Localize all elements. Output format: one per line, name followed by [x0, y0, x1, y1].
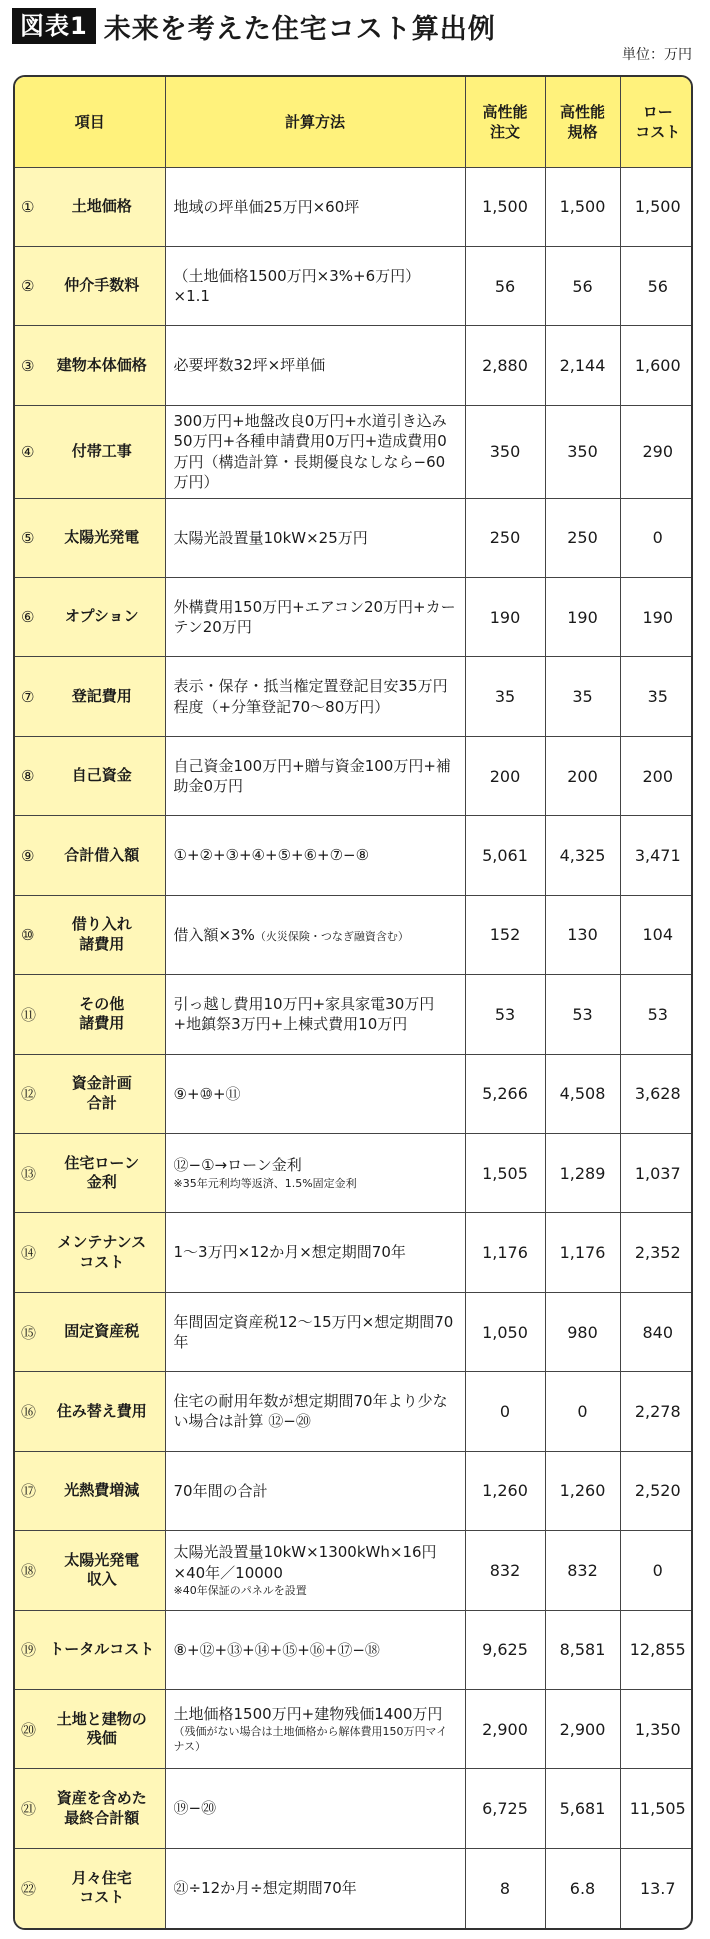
item-cell — [15, 498, 165, 577]
table-row — [15, 1292, 693, 1371]
value-high-perf-standard: 53 — [545, 975, 620, 1054]
item-cell — [15, 1531, 165, 1610]
value-low-cost: 840 — [620, 1292, 693, 1371]
value-low-cost: 11,505 — [620, 1769, 693, 1848]
value-high-perf-custom: 9,625 — [465, 1610, 545, 1689]
value-high-perf-standard: 1,260 — [545, 1451, 620, 1530]
item-name-line1: 仲介手数料 — [64, 276, 140, 295]
table-row — [15, 736, 693, 815]
item-name-line1: 合計借入額 — [64, 845, 140, 864]
item-cell — [15, 1689, 165, 1768]
item-name — [45, 687, 159, 707]
value-low-cost: 2,278 — [620, 1372, 693, 1451]
item-cell — [15, 578, 165, 657]
method-cell — [165, 1610, 465, 1689]
table-row — [15, 578, 693, 657]
method-cell — [165, 1451, 465, 1530]
item-name — [45, 1402, 159, 1422]
item-number: ⑦ — [21, 687, 35, 706]
item-name-line1: 登記費用 — [71, 686, 132, 705]
value-high-perf-custom: 6,725 — [465, 1769, 545, 1848]
value-high-perf-standard: 130 — [545, 895, 620, 974]
item-name-line2: 金利 — [86, 1173, 117, 1192]
value-low-cost: 3,471 — [620, 816, 693, 895]
value-low-cost: 13.7 — [620, 1848, 693, 1928]
item-number: ⑥ — [21, 608, 35, 627]
method-cell — [165, 578, 465, 657]
value-high-perf-standard: 190 — [545, 578, 620, 657]
item-cell — [15, 1451, 165, 1530]
item-cell — [15, 246, 165, 325]
value-high-perf-standard: 832 — [545, 1531, 620, 1610]
method-text: 住宅の耐用年数が想定期間70年より少ない場合は計算 ⑫−⑳ — [173, 1392, 448, 1431]
method-text: ⑨+⑩+⑪ — [173, 1084, 241, 1103]
item-name-line1: その他 — [79, 994, 125, 1013]
item-name-line1: オプション — [64, 607, 139, 626]
item-number: ⑳ — [21, 1720, 37, 1739]
method-note: （残価がない場合は土地価格から解体費用150万円マイナス） — [173, 1724, 448, 1754]
item-name-line1: 資産を含めた — [56, 1789, 147, 1808]
table-row — [15, 326, 693, 405]
item-cell — [15, 975, 165, 1054]
value-high-perf-standard: 1,176 — [545, 1213, 620, 1292]
item-name — [45, 1322, 159, 1342]
item-number: ⑨ — [21, 846, 35, 865]
method-text: 年間固定資産税12〜15万円×想定期間70年 — [173, 1312, 454, 1352]
method-text: ㉑÷12か月÷想定期間70年 — [173, 1879, 357, 1898]
method-text: 外構費用150万円+エアコン20万円+カーテン20万円 — [173, 597, 456, 637]
item-name-line1: 建物本体価格 — [56, 355, 147, 374]
method-text: 表示・保存・抵当権定置登記目安35万円程度（+分筆登記70〜80万円） — [173, 677, 448, 716]
item-name-line1: 光熱費増減 — [64, 1481, 140, 1500]
item-name-line1: 住宅ローン — [64, 1153, 140, 1172]
value-low-cost: 104 — [620, 895, 693, 974]
item-cell — [15, 816, 165, 895]
value-low-cost: 0 — [620, 498, 693, 577]
table-row — [15, 405, 693, 498]
method-text: （土地価格1500万円×3%+6万円）×1.1 — [173, 266, 421, 306]
method-cell — [165, 326, 465, 405]
method-cell — [165, 405, 465, 498]
item-number: ⑤ — [21, 528, 35, 547]
value-high-perf-custom: 1,505 — [465, 1133, 545, 1212]
method-cell — [165, 246, 465, 325]
value-high-perf-custom: 152 — [465, 895, 545, 974]
table-row — [15, 246, 693, 325]
value-high-perf-custom: 0 — [465, 1372, 545, 1451]
table-row — [15, 1213, 693, 1292]
table-row — [15, 1689, 693, 1768]
item-name-line1: 借り入れ — [71, 915, 132, 934]
value-low-cost: 1,600 — [620, 326, 693, 405]
value-high-perf-standard: 350 — [545, 405, 620, 498]
method-cell — [165, 167, 465, 246]
item-cell — [15, 326, 165, 405]
item-number: ⑩ — [21, 925, 35, 944]
value-high-perf-standard: 5,681 — [545, 1769, 620, 1848]
value-high-perf-custom: 5,266 — [465, 1054, 545, 1133]
method-text: 必要坪数32坪×坪単価 — [173, 356, 326, 375]
table-row — [15, 167, 693, 246]
table-row — [15, 1133, 693, 1212]
method-text: ⑲−⑳ — [173, 1799, 217, 1818]
item-number: ⑧ — [21, 767, 35, 786]
value-low-cost: 2,520 — [620, 1451, 693, 1530]
value-high-perf-standard: 4,508 — [545, 1054, 620, 1133]
value-high-perf-standard: 0 — [545, 1372, 620, 1451]
value-low-cost: 200 — [620, 736, 693, 815]
table-row — [15, 1769, 693, 1848]
value-low-cost: 2,352 — [620, 1213, 693, 1292]
item-name — [45, 1789, 159, 1828]
item-name — [45, 1074, 159, 1113]
method-text: 太陽光設置量10kW×25万円 — [173, 528, 368, 547]
value-high-perf-standard: 2,900 — [545, 1689, 620, 1768]
item-cell — [15, 1769, 165, 1848]
header-col2-line2: 規格 — [567, 122, 598, 141]
table-row — [15, 1054, 693, 1133]
method-text: 地域の坪単価25万円×60坪 — [173, 197, 360, 216]
table-body — [15, 167, 693, 1928]
table-row — [15, 816, 693, 895]
header-method: 計算方法 — [165, 77, 465, 167]
header-high-perf-standard — [545, 77, 620, 167]
method-text: 300万円+地盤改良0万円+水道引き込み50万円+各種申請費用0万円+造成費用0万円（構造計算・長期優良なしなら−60万円） — [173, 412, 447, 491]
item-name — [45, 1551, 159, 1590]
table-header-row — [15, 77, 693, 167]
value-low-cost: 1,037 — [620, 1133, 693, 1212]
value-high-perf-standard: 2,144 — [545, 326, 620, 405]
value-high-perf-custom: 5,061 — [465, 816, 545, 895]
item-name — [45, 915, 159, 954]
method-note: ※35年元利均等返済、1.5%固定金利 — [173, 1176, 357, 1190]
method-cell — [165, 1133, 465, 1212]
item-name — [45, 846, 159, 866]
value-low-cost: 12,855 — [620, 1610, 693, 1689]
value-low-cost: 53 — [620, 975, 693, 1054]
item-cell — [15, 167, 165, 246]
value-low-cost: 1,350 — [620, 1689, 693, 1768]
method-cell — [165, 975, 465, 1054]
table-row — [15, 498, 693, 577]
item-number: ⑫ — [21, 1085, 37, 1104]
item-name-line2: 最終合計額 — [64, 1808, 140, 1827]
header-col1-line2: 注文 — [489, 122, 520, 141]
item-number: ③ — [21, 356, 35, 375]
item-number: ② — [21, 277, 35, 296]
method-cell — [165, 498, 465, 577]
item-cell — [15, 405, 165, 498]
item-name — [45, 1869, 159, 1908]
item-name — [45, 1233, 159, 1272]
value-high-perf-standard: 6.8 — [545, 1848, 620, 1928]
method-text: 太陽光設置量10kW×1300kWh×16円×40年／10000 — [173, 1543, 437, 1582]
table-row — [15, 1531, 693, 1610]
item-number: ④ — [21, 442, 35, 461]
value-high-perf-standard: 1,289 — [545, 1133, 620, 1212]
method-cell — [165, 1848, 465, 1928]
item-cell — [15, 1372, 165, 1451]
value-high-perf-custom: 56 — [465, 246, 545, 325]
value-high-perf-custom: 350 — [465, 405, 545, 498]
item-cell — [15, 1848, 165, 1928]
value-low-cost: 56 — [620, 246, 693, 325]
item-name-line1: 太陽光発電 — [64, 1550, 140, 1569]
method-text: ①+②+③+④+⑤+⑥+⑦−⑧ — [173, 846, 370, 865]
value-high-perf-custom: 1,050 — [465, 1292, 545, 1371]
item-cell — [15, 1213, 165, 1292]
method-text: 土地価格1500万円+建物残価1400万円 — [173, 1704, 443, 1723]
header-col1-line1: 高性能 — [482, 102, 528, 121]
value-high-perf-standard: 35 — [545, 657, 620, 736]
figure-badge: 図表1 — [12, 8, 96, 44]
value-high-perf-custom: 250 — [465, 498, 545, 577]
unit-label: 単位：万円 — [622, 47, 692, 63]
item-number: ㉒ — [21, 1879, 37, 1898]
header-high-perf-custom — [465, 77, 545, 167]
item-name — [45, 1154, 159, 1193]
method-inline-note: （火災保険・つなぎ融資含む） — [254, 929, 409, 943]
item-name — [45, 356, 159, 376]
method-cell — [165, 1292, 465, 1371]
item-cell — [15, 1133, 165, 1212]
value-low-cost: 290 — [620, 405, 693, 498]
item-cell — [15, 736, 165, 815]
value-high-perf-custom: 1,176 — [465, 1213, 545, 1292]
method-text: 借入額×3% — [173, 925, 255, 944]
item-name-line1: トータルコスト — [49, 1639, 155, 1658]
item-name-line1: メンテナンス — [57, 1233, 147, 1252]
item-name-line1: 月々住宅 — [71, 1868, 132, 1887]
item-name-line2: 諸費用 — [79, 934, 125, 953]
table-row — [15, 657, 693, 736]
item-name-line1: 資金計画 — [71, 1074, 132, 1093]
method-cell — [165, 1769, 465, 1848]
value-low-cost: 190 — [620, 578, 693, 657]
item-name — [45, 1481, 159, 1501]
item-name — [45, 607, 159, 627]
value-high-perf-standard: 200 — [545, 736, 620, 815]
method-cell — [165, 816, 465, 895]
value-high-perf-custom: 2,900 — [465, 1689, 545, 1768]
item-cell — [15, 1054, 165, 1133]
item-number: ⑪ — [21, 1005, 37, 1024]
item-number: ⑰ — [21, 1482, 37, 1501]
item-name-line2: 残価 — [86, 1729, 117, 1748]
value-low-cost: 3,628 — [620, 1054, 693, 1133]
value-high-perf-standard: 1,500 — [545, 167, 620, 246]
page-title: 未来を考えた住宅コスト算出例 — [103, 13, 496, 45]
item-name-line2: 合計 — [86, 1093, 117, 1112]
item-name-line1: 太陽光発電 — [64, 528, 140, 547]
method-cell — [165, 736, 465, 815]
item-cell — [15, 657, 165, 736]
item-number: ⑯ — [21, 1402, 37, 1421]
item-name-line1: 土地と建物の — [56, 1709, 147, 1728]
item-name — [45, 528, 159, 548]
cost-table-frame — [13, 75, 693, 1930]
method-cell — [165, 895, 465, 974]
item-name-line1: 住み替え費用 — [56, 1401, 147, 1420]
value-high-perf-standard: 4,325 — [545, 816, 620, 895]
method-text: 70年間の合計 — [173, 1481, 268, 1500]
value-high-perf-standard: 8,581 — [545, 1610, 620, 1689]
method-cell — [165, 1213, 465, 1292]
item-cell — [15, 1292, 165, 1371]
method-note: ※40年保証のパネルを設置 — [173, 1583, 307, 1597]
value-high-perf-standard: 56 — [545, 246, 620, 325]
value-low-cost: 35 — [620, 657, 693, 736]
method-text: ⑧+⑫+⑬+⑭+⑮+⑯+⑰−⑱ — [173, 1640, 380, 1659]
header-item: 項目 — [15, 77, 165, 167]
item-number: ⑲ — [21, 1641, 37, 1660]
item-name — [45, 1640, 159, 1660]
header-col2-line1: 高性能 — [559, 102, 605, 121]
cost-table — [15, 77, 693, 1928]
value-high-perf-custom: 200 — [465, 736, 545, 815]
item-number: ① — [21, 197, 35, 216]
item-name — [45, 1710, 159, 1749]
item-number: ⑱ — [21, 1561, 37, 1580]
item-number: ㉑ — [21, 1800, 37, 1819]
value-high-perf-custom: 53 — [465, 975, 545, 1054]
header-col3-line1: ロー — [642, 102, 673, 121]
header-low-cost — [620, 77, 693, 167]
value-low-cost: 0 — [620, 1531, 693, 1610]
method-cell — [165, 1054, 465, 1133]
item-name-line1: 土地価格 — [71, 196, 132, 215]
item-name-line2: 諸費用 — [79, 1014, 125, 1033]
item-name-line2: 収入 — [86, 1570, 117, 1589]
table-row — [15, 1610, 693, 1689]
method-text: 自己資金100万円+贈与資金100万円+補助金0万円 — [173, 756, 451, 796]
item-cell — [15, 1610, 165, 1689]
method-cell — [165, 1372, 465, 1451]
item-cell — [15, 895, 165, 974]
item-number: ⑮ — [21, 1323, 37, 1342]
method-cell — [165, 657, 465, 736]
item-name — [45, 276, 159, 296]
table-row — [15, 975, 693, 1054]
value-high-perf-custom: 1,500 — [465, 167, 545, 246]
item-name-line2: コスト — [79, 1252, 125, 1271]
header-col3-line2: コスト — [635, 122, 681, 141]
item-name-line1: 固定資産税 — [64, 1322, 140, 1341]
item-number: ⑭ — [21, 1244, 37, 1263]
method-text: ⑫−①→ローン金利 — [173, 1156, 302, 1175]
value-high-perf-custom: 8 — [465, 1848, 545, 1928]
item-name — [45, 766, 159, 786]
item-name — [45, 995, 159, 1034]
value-high-perf-custom: 1,260 — [465, 1451, 545, 1530]
table-row — [15, 1372, 693, 1451]
method-text: 1〜3万円×12か月×想定期間70年 — [173, 1243, 406, 1262]
value-high-perf-custom: 190 — [465, 578, 545, 657]
value-low-cost: 1,500 — [620, 167, 693, 246]
method-cell — [165, 1689, 465, 1768]
method-text: 引っ越し費用10万円+家具家電30万円+地鎮祭3万円+上棟式費用10万円 — [173, 995, 435, 1034]
value-high-perf-standard: 980 — [545, 1292, 620, 1371]
item-name-line1: 自己資金 — [71, 766, 132, 785]
method-cell — [165, 1531, 465, 1610]
table-row — [15, 1451, 693, 1530]
value-high-perf-custom: 832 — [465, 1531, 545, 1610]
value-high-perf-custom: 2,880 — [465, 326, 545, 405]
title-row — [12, 8, 496, 44]
table-row — [15, 895, 693, 974]
item-name-line2: コスト — [79, 1888, 125, 1907]
table-row — [15, 1848, 693, 1928]
item-name — [45, 442, 159, 462]
value-high-perf-standard: 250 — [545, 498, 620, 577]
item-name — [45, 197, 159, 217]
value-high-perf-custom: 35 — [465, 657, 545, 736]
item-number: ⑬ — [21, 1164, 37, 1183]
item-name-line1: 付帯工事 — [71, 441, 132, 460]
